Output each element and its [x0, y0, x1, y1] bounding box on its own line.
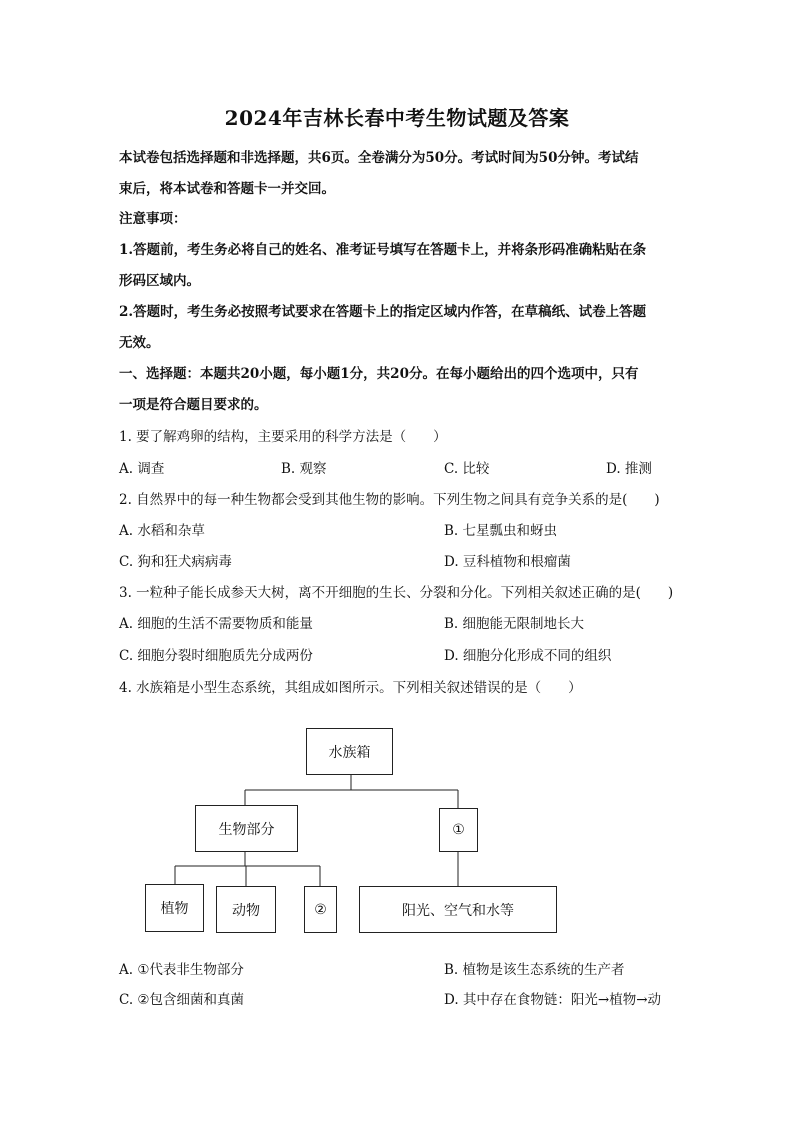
question-1-stem: 1. 要了解鸡卵的结构，主要采用的科学方法是（ ） [119, 429, 447, 445]
note-2-line-1: 2.答题时，考生务必按照考试要求在答题卡上的指定区域内作答，在草稿纸、试卷上答题 [119, 304, 647, 320]
page-title: 2024年吉林长春中考生物试题及答案 [224, 106, 570, 130]
question-4-option-d: D. 其中存在食物链：阳光→植物→动 [444, 992, 662, 1008]
question-1-option-c: C. 比较 [444, 461, 490, 477]
question-3-option-c: C. 细胞分裂时细胞质先分成两份 [119, 648, 313, 664]
question-3-option-d: D. 细胞分化形成不同的组织 [444, 648, 612, 664]
section-1-line-1: 一、选择题：本题共20小题，每小题1分，共20分。在每小题给出的四个选项中，只有 [119, 366, 639, 382]
intro-line-2: 束后，将本试卷和答题卡一并交回。 [119, 181, 335, 197]
question-2-option-d: D. 豆科植物和根瘤菌 [444, 554, 571, 570]
diagram-box-animal: 动物 [216, 886, 276, 933]
question-2-option-c: C. 狗和狂犬病病毒 [119, 554, 232, 570]
question-3-stem: 3. 一粒种子能长成参天大树，离不开细胞的生长、分裂和分化。下列相关叙述正确的是( ) [119, 585, 674, 601]
question-4-option-c: C. ②包含细菌和真菌 [119, 992, 245, 1008]
section-1-line-2: 一项是符合题目要求的。 [119, 397, 268, 413]
question-2-option-b: B. 七星瓢虫和蚜虫 [444, 523, 558, 539]
diagram-box-abiotic: 阳光、空气和水等 [359, 886, 557, 933]
question-2-stem: 2. 自然界中的每一种生物都会受到其他生物的影响。下列生物之间具有竞争关系的是( ) [119, 492, 660, 508]
diagram-box-aquarium: 水族箱 [306, 728, 393, 775]
note-1-line-1: 1.答题前，考生务必将自己的姓名、准考证号填写在答题卡上，并将条形码准确粘贴在条 [119, 242, 647, 258]
diagram-box-biotic: 生物部分 [195, 805, 298, 852]
note-2-line-2: 无效。 [119, 335, 160, 351]
question-4-option-a: A. ①代表非生物部分 [119, 962, 244, 978]
question-3-option-a: A. 细胞的生活不需要物质和能量 [119, 616, 313, 632]
question-4-option-b: B. 植物是该生态系统的生产者 [444, 962, 625, 978]
note-1-line-2: 形码区域内。 [119, 273, 200, 289]
diagram-box-marker-1: ① [439, 808, 478, 852]
question-2-option-a: A. 水稻和杂草 [119, 523, 205, 539]
diagram-box-plant: 植物 [145, 884, 204, 932]
question-1-option-a: A. 调查 [119, 461, 165, 477]
question-1-option-b: B. 观察 [281, 461, 327, 477]
diagram-box-marker-2: ② [304, 886, 337, 933]
question-3-option-b: B. 细胞能无限制地长大 [444, 616, 585, 632]
question-4-stem: 4. 水族箱是小型生态系统，其组成如图所示。下列相关叙述错误的是（ ） [119, 680, 582, 696]
notes-heading: 注意事项： [119, 211, 187, 227]
intro-line-1: 本试卷包括选择题和非选择题，共6页。全卷满分为50分。考试时间为50分钟。考试结 [119, 150, 639, 166]
question-1-option-d: D. 推测 [606, 461, 652, 477]
